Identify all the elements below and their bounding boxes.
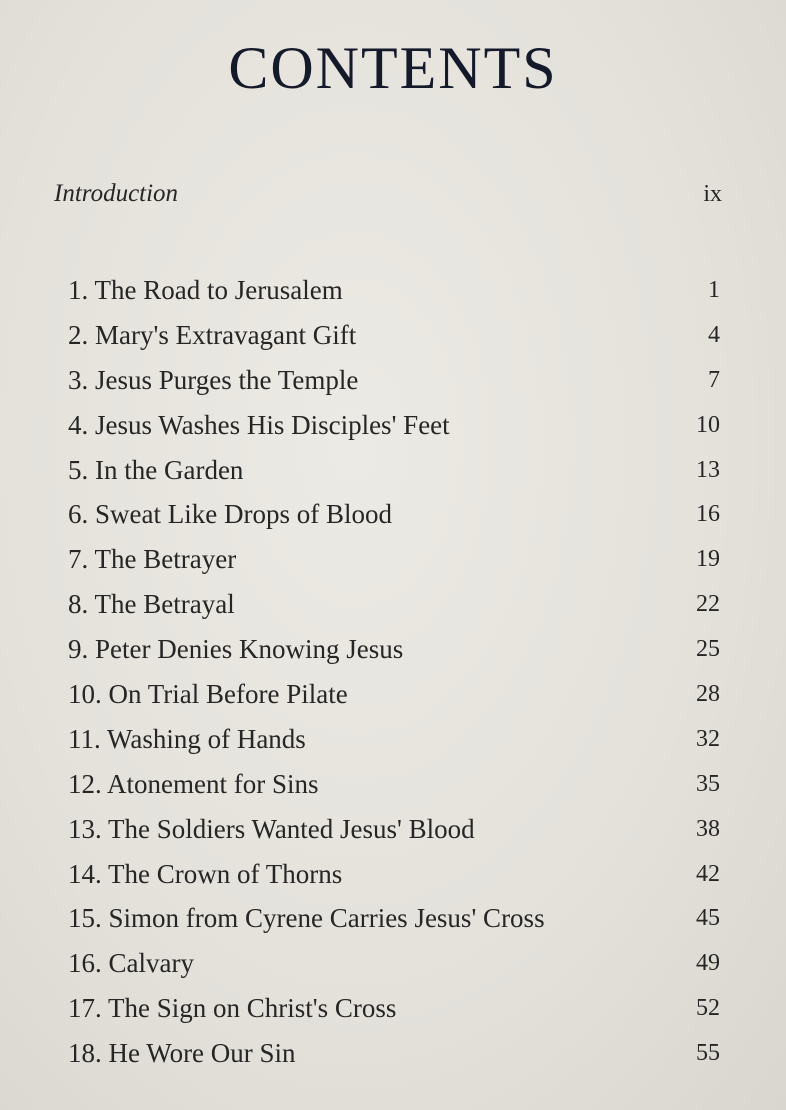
toc-entry-page: 35 <box>696 770 720 797</box>
toc-entry[interactable] <box>68 268 720 313</box>
toc-entry-label: 15. Simon from Cyrene Carries Jesus' Cross <box>68 903 545 934</box>
toc-entry-page: 28 <box>696 680 720 707</box>
toc-entry-page: 16 <box>696 501 720 528</box>
toc-entry-page: 4 <box>708 321 720 348</box>
toc-entry-label: 10. On Trial Before Pilate <box>68 678 348 709</box>
toc-entry[interactable] <box>68 627 720 672</box>
toc-entry-page: 7 <box>708 366 720 393</box>
toc-entry[interactable] <box>68 986 720 1031</box>
toc-entry-label: 3. Jesus Purges the Temple <box>68 364 359 395</box>
toc-entry[interactable] <box>68 448 720 493</box>
toc-entry-introduction[interactable] <box>54 180 722 208</box>
toc-entry-label: 9. Peter Denies Knowing Jesus <box>68 634 404 665</box>
toc-entry-page: 1 <box>708 276 720 303</box>
toc-entry-label: 5. In the Garden <box>68 454 244 485</box>
toc-entry-page: 52 <box>696 995 720 1022</box>
toc-entry-label: 6. Sweat Like Drops of Blood <box>68 499 392 530</box>
toc-entry[interactable] <box>68 313 720 358</box>
toc-entry[interactable] <box>68 492 720 537</box>
toc-list <box>68 268 720 1076</box>
toc-entry-page: 32 <box>696 725 720 752</box>
toc-entry[interactable] <box>68 1031 720 1076</box>
toc-entry[interactable] <box>68 403 720 448</box>
toc-entry[interactable] <box>68 717 720 762</box>
toc-entry[interactable] <box>68 896 720 941</box>
toc-entry-page: 42 <box>696 860 720 887</box>
toc-entry-page: ix <box>703 181 722 207</box>
toc-entry-label: 16. Calvary <box>68 948 194 979</box>
toc-entry-page: 10 <box>696 411 720 438</box>
toc-entry[interactable] <box>68 807 720 852</box>
toc-entry-label: 7. The Betrayer <box>68 544 237 575</box>
toc-entry-page: 49 <box>696 950 720 977</box>
toc-entry-page: 25 <box>696 636 720 663</box>
toc-entry-page: 19 <box>696 546 720 573</box>
toc-entry[interactable] <box>68 941 720 986</box>
toc-entry-label: 17. The Sign on Christ's Cross <box>68 993 397 1024</box>
toc-entry[interactable] <box>68 852 720 897</box>
toc-entry-label: 12. Atonement for Sins <box>68 768 319 799</box>
toc-entry[interactable] <box>68 358 720 403</box>
toc-entry-page: 45 <box>696 905 720 932</box>
toc-entry-label: Introduction <box>54 180 179 207</box>
toc-entry-page: 38 <box>696 815 720 842</box>
toc-entry-label: 4. Jesus Washes His Disciples' Feet <box>68 409 450 440</box>
toc-entry-label: 14. The Crown of Thorns <box>68 858 343 889</box>
toc-entry-label: 18. He Wore Our Sin <box>68 1038 296 1069</box>
toc-entry-label: 8. The Betrayal <box>68 589 235 620</box>
toc-entry-label: 2. Mary's Extravagant Gift <box>68 319 357 350</box>
toc-entry[interactable] <box>68 537 720 582</box>
toc-entry[interactable] <box>68 672 720 717</box>
toc-entry[interactable] <box>68 762 720 807</box>
toc-entry-page: 55 <box>696 1040 720 1067</box>
toc-entry-label: 1. The Road to Jerusalem <box>68 274 343 305</box>
toc-entry-label: 13. The Soldiers Wanted Jesus' Blood <box>68 813 475 844</box>
toc-entry-page: 13 <box>696 456 720 483</box>
toc-entry[interactable] <box>68 582 720 627</box>
toc-entry-label: 11. Washing of Hands <box>68 723 306 754</box>
page-title: CONTENTS <box>228 35 558 101</box>
toc-entry-page: 22 <box>696 591 720 618</box>
